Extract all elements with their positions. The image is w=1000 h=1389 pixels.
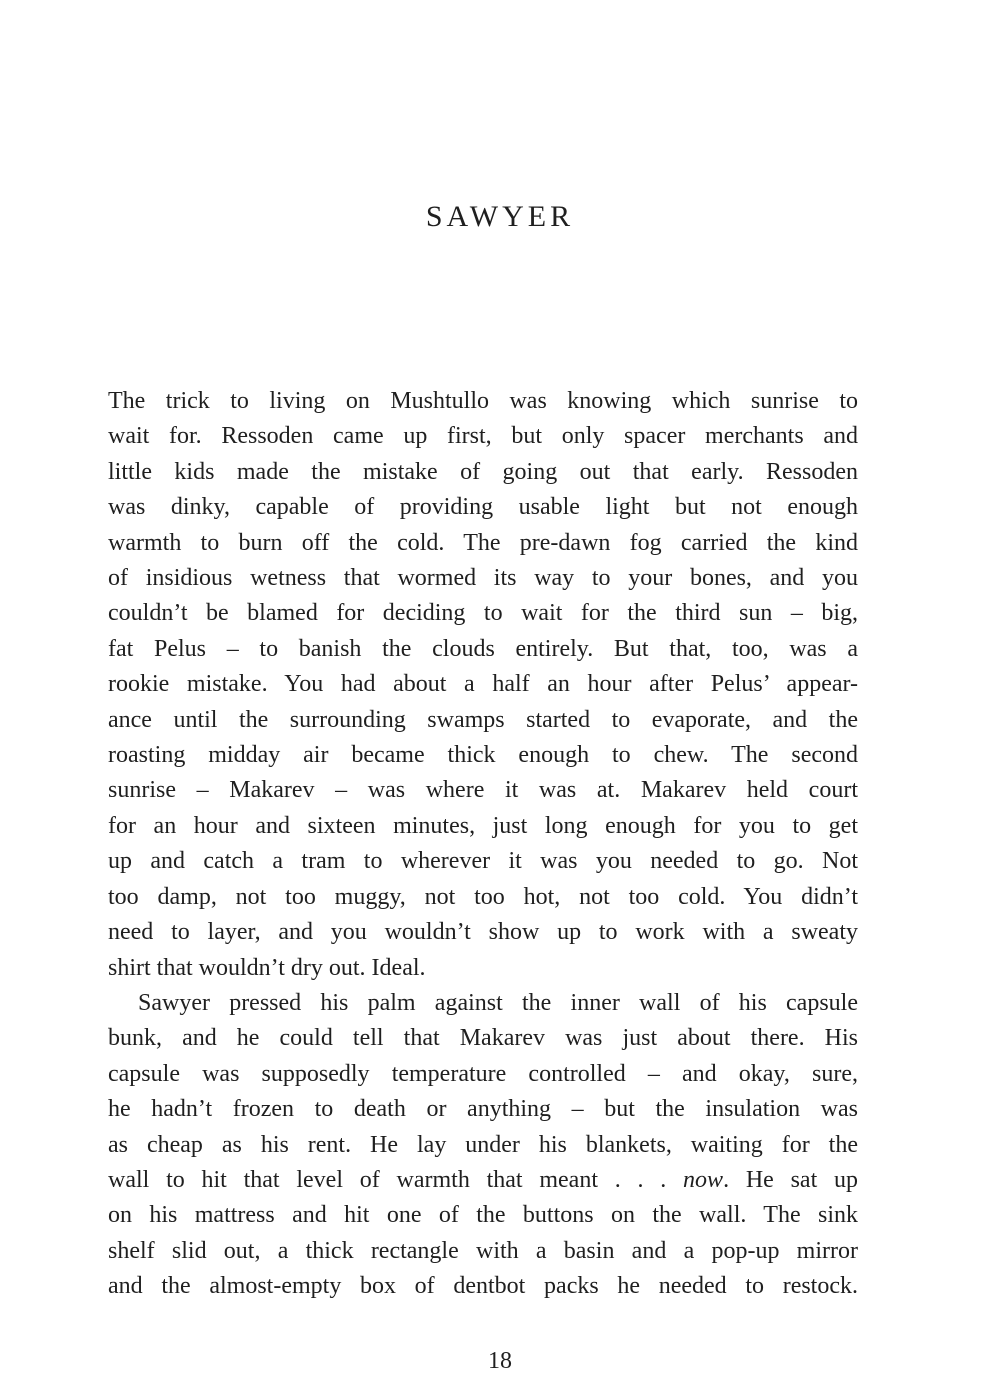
text-line: was dinky, capable of providing usable light but not enough bbox=[108, 494, 858, 521]
text-line: up and catch a tram to wherever it was you needed to go. Not bbox=[108, 848, 858, 875]
text-line: warmth to burn off the cold. The pre-dawn fog carried the kind bbox=[108, 529, 858, 556]
text-line: roasting midday air became thick enough to chew. The second bbox=[108, 742, 858, 769]
text-segment: . He sat up bbox=[723, 1166, 858, 1193]
text-line: for an hour and sixteen minutes, just long enough for you to get bbox=[108, 812, 858, 839]
text-line: fat Pelus – to banish the clouds entirely. But that, too, was a bbox=[108, 635, 858, 662]
chapter-title: SAWYER bbox=[425, 200, 575, 233]
text-segment: wall to hit that level of warmth that meant . . . bbox=[108, 1166, 684, 1193]
text-line: couldn’t be blamed for deciding to wait for the third sun – big, bbox=[108, 600, 858, 627]
text-line: of insidious wetness that wormed its way to your bones, and you bbox=[108, 565, 858, 592]
text-line: he hadn’t frozen to death or anything – but the insulation was bbox=[108, 1096, 858, 1123]
text-line: ance until the surrounding swamps started to evaporate, and the bbox=[108, 706, 858, 733]
paragraph-2 bbox=[108, 986, 858, 1305]
text-line: and the almost-empty box of dentbot packs he needed to restock. bbox=[108, 1273, 858, 1300]
text-line: rookie mistake. You had about a half an hour after Pelus’ appear- bbox=[108, 671, 858, 698]
paragraph-1 bbox=[108, 384, 858, 986]
text-line: shelf slid out, a thick rectangle with a basin and a pop-up mirror bbox=[108, 1237, 858, 1264]
text-line-with-emphasis bbox=[108, 1163, 858, 1198]
emphasis-word: now bbox=[683, 1166, 724, 1193]
text-line: need to layer, and you wouldn’t show up to work with a sweaty bbox=[108, 919, 858, 946]
text-line: as cheap as his rent. He lay under his blankets, waiting for the bbox=[108, 1131, 858, 1158]
page-number: 18 bbox=[488, 1348, 512, 1374]
text-line: on his mattress and hit one of the buttons on the wall. The sink bbox=[108, 1202, 858, 1229]
text-line: capsule was supposedly temperature controlled – and okay, sure, bbox=[108, 1060, 858, 1087]
text-line: shirt that wouldn’t dry out. Ideal. bbox=[108, 954, 426, 981]
text-line: bunk, and he could tell that Makarev was just about there. His bbox=[108, 1025, 858, 1052]
text-line: little kids made the mistake of going out that early. Ressoden bbox=[108, 458, 858, 485]
text-line: Sawyer pressed his palm against the inner wall of his capsule bbox=[138, 989, 858, 1016]
text-line: too damp, not too muggy, not too hot, not too cold. You didn’t bbox=[108, 883, 858, 910]
text-line: The trick to living on Mushtullo was knowing which sunrise to bbox=[108, 388, 858, 414]
body-text bbox=[108, 384, 858, 1305]
text-line: wait for. Ressoden came up first, but only spacer merchants and bbox=[108, 423, 858, 450]
text-line: sunrise – Makarev – was where it was at. Makarev held court bbox=[108, 777, 858, 804]
